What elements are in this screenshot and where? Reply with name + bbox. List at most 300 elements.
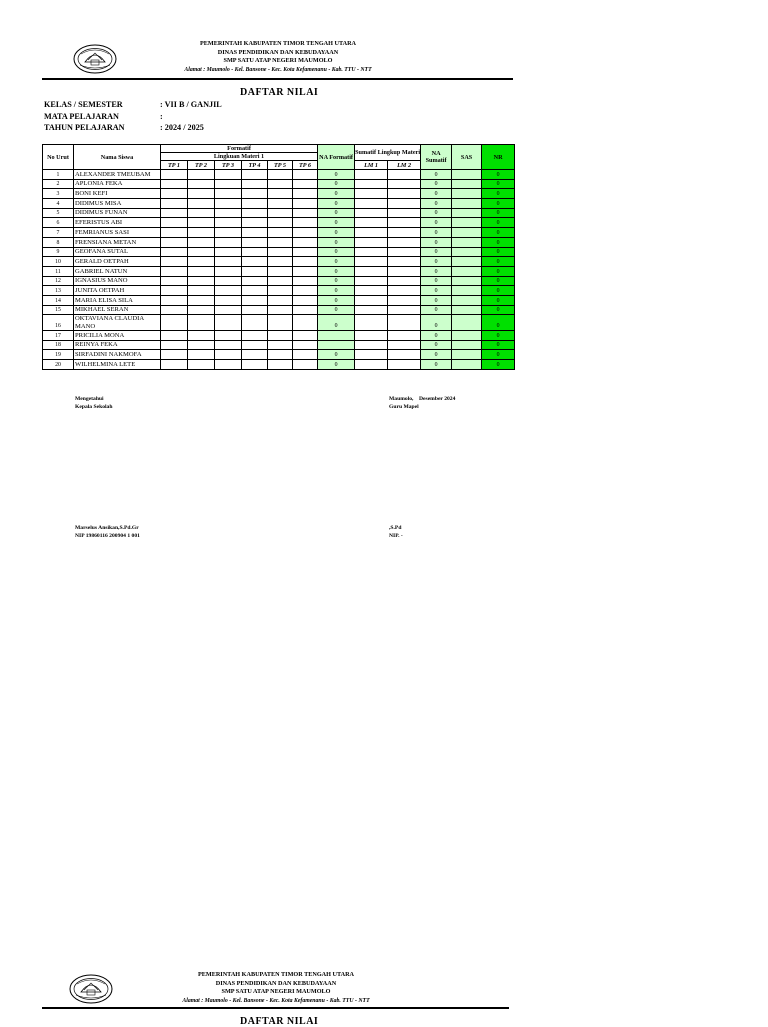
tp-4-cell bbox=[242, 305, 268, 315]
tp-6-cell bbox=[293, 286, 318, 296]
nr-cell: 0 bbox=[482, 179, 515, 189]
mapel-label: MATA PELAJARAN bbox=[44, 111, 119, 121]
tp-6-cell bbox=[293, 266, 318, 276]
tp-1-cell bbox=[161, 208, 188, 218]
tp-4-cell bbox=[242, 350, 268, 360]
sas-cell bbox=[452, 295, 482, 305]
header-sas: SAS bbox=[452, 145, 482, 170]
lm-2-cell bbox=[388, 179, 421, 189]
lm-1-cell bbox=[355, 350, 388, 360]
tp-3-cell bbox=[215, 359, 242, 369]
row-number: 15 bbox=[43, 305, 74, 315]
na-formatif-cell: 0 bbox=[318, 305, 355, 315]
table-row bbox=[43, 295, 515, 305]
na-formatif-cell: 0 bbox=[318, 228, 355, 238]
header-lm-1: LM 1 bbox=[355, 161, 388, 170]
tp-4-cell bbox=[242, 179, 268, 189]
header-government: PEMERINTAH KABUPATEN TIMOR TENGAH UTARA bbox=[199, 40, 357, 47]
header-nr: NR bbox=[482, 145, 515, 170]
tp-1-cell bbox=[161, 199, 188, 209]
lm-2-cell bbox=[388, 257, 421, 267]
row-number: 5 bbox=[43, 208, 74, 218]
tp-6-cell bbox=[293, 257, 318, 267]
tp-2-cell bbox=[188, 257, 215, 267]
student-name: EFERISTUS ABI bbox=[74, 218, 161, 228]
sas-cell bbox=[452, 228, 482, 238]
tp-1-cell bbox=[161, 257, 188, 267]
tp-6-cell bbox=[293, 340, 318, 350]
nr-cell: 0 bbox=[482, 305, 515, 315]
tp-3-cell bbox=[215, 286, 242, 296]
lm-2-cell bbox=[388, 315, 421, 331]
lm-2-cell bbox=[388, 295, 421, 305]
tp-3-cell bbox=[215, 350, 242, 360]
na-formatif-cell: 0 bbox=[318, 359, 355, 369]
sas-cell bbox=[452, 257, 482, 267]
lm-1-cell bbox=[355, 295, 388, 305]
lm-1-cell bbox=[355, 179, 388, 189]
na-sumatif-cell: 0 bbox=[421, 237, 452, 247]
table-row bbox=[43, 350, 515, 360]
tp-5-cell bbox=[268, 266, 293, 276]
table-row bbox=[43, 276, 515, 286]
signature-place: Maumolo, bbox=[389, 396, 414, 402]
next-header-school: SMP SATU ATAP NEGERI MAUMOLO bbox=[221, 988, 331, 995]
na-formatif-cell: 0 bbox=[318, 276, 355, 286]
tp-1-cell bbox=[161, 359, 188, 369]
tp-1-cell bbox=[161, 350, 188, 360]
tp-5-cell bbox=[268, 170, 293, 180]
row-number: 7 bbox=[43, 228, 74, 238]
na-sumatif-cell: 0 bbox=[421, 266, 452, 276]
table-row bbox=[43, 199, 515, 209]
row-number: 9 bbox=[43, 247, 74, 257]
table-row bbox=[43, 218, 515, 228]
nr-cell: 0 bbox=[482, 340, 515, 350]
row-number: 4 bbox=[43, 199, 74, 209]
student-name: OKTAVIANA CLAUDIA MANO bbox=[74, 315, 161, 331]
table-row bbox=[43, 189, 515, 199]
tp-3-cell bbox=[215, 208, 242, 218]
tp-2-cell bbox=[188, 266, 215, 276]
sas-cell bbox=[452, 170, 482, 180]
table-row bbox=[43, 359, 515, 369]
student-name: JUNITA OETPAH bbox=[74, 286, 161, 296]
tp-5-cell bbox=[268, 189, 293, 199]
tp-2-cell bbox=[188, 295, 215, 305]
na-formatif-cell: 0 bbox=[318, 208, 355, 218]
tp-3-cell bbox=[215, 170, 242, 180]
nr-cell: 0 bbox=[482, 286, 515, 296]
tp-4-cell bbox=[242, 276, 268, 286]
na-formatif-cell: 0 bbox=[318, 350, 355, 360]
next-header-divider bbox=[42, 1007, 509, 1009]
na-formatif-cell: 0 bbox=[318, 189, 355, 199]
mapel-value: : bbox=[160, 111, 163, 121]
tp-5-cell bbox=[268, 305, 293, 315]
sas-cell bbox=[452, 286, 482, 296]
na-sumatif-cell: 0 bbox=[421, 199, 452, 209]
sas-cell bbox=[452, 350, 482, 360]
tp-5-cell bbox=[268, 247, 293, 257]
student-name: GERALD OETPAH bbox=[74, 257, 161, 267]
signature-date: Desember 2024 bbox=[419, 396, 456, 402]
na-formatif-cell: 0 bbox=[318, 218, 355, 228]
tp-4-cell bbox=[242, 295, 268, 305]
tp-5-cell bbox=[268, 208, 293, 218]
lm-2-cell bbox=[388, 199, 421, 209]
header-tp-4: TP 4 bbox=[242, 161, 268, 170]
tp-2-cell bbox=[188, 286, 215, 296]
header-tp-3: TP 3 bbox=[215, 161, 242, 170]
student-name: DIDIMUS FUNAN bbox=[74, 208, 161, 218]
table-row bbox=[43, 179, 515, 189]
tp-3-cell bbox=[215, 295, 242, 305]
lm-1-cell bbox=[355, 247, 388, 257]
student-name: WILHELMINA LETE bbox=[74, 359, 161, 369]
lm-1-cell bbox=[355, 266, 388, 276]
tahun-label: TAHUN PELAJARAN bbox=[44, 123, 125, 132]
tp-6-cell bbox=[293, 359, 318, 369]
tp-3-cell bbox=[215, 199, 242, 209]
table-row bbox=[43, 237, 515, 247]
na-formatif-cell: 0 bbox=[318, 286, 355, 296]
table-row bbox=[43, 266, 515, 276]
tp-1-cell bbox=[161, 266, 188, 276]
tp-2-cell bbox=[188, 247, 215, 257]
lm-2-cell bbox=[388, 228, 421, 238]
tp-2-cell bbox=[188, 315, 215, 331]
na-sumatif-cell: 0 bbox=[421, 350, 452, 360]
header-address: Alamat : Maumolo - Kel. Bansone - Kec. Kota Kefamenanu - Kab. TTU - NTT bbox=[184, 66, 372, 73]
lm-2-cell bbox=[388, 340, 421, 350]
tp-3-cell bbox=[215, 257, 242, 267]
tp-1-cell bbox=[161, 305, 188, 315]
signature-right-role: Guru Mapel bbox=[389, 404, 419, 410]
tp-2-cell bbox=[188, 340, 215, 350]
lm-1-cell bbox=[355, 237, 388, 247]
student-name: REINYA FEKA bbox=[74, 340, 161, 350]
tp-6-cell bbox=[293, 295, 318, 305]
tp-2-cell bbox=[188, 189, 215, 199]
na-formatif-cell: 0 bbox=[318, 295, 355, 305]
student-name: GABRIEL NATUN bbox=[74, 266, 161, 276]
sas-cell bbox=[452, 237, 482, 247]
tp-4-cell bbox=[242, 257, 268, 267]
tp-2-cell bbox=[188, 276, 215, 286]
tp-1-cell bbox=[161, 247, 188, 257]
tp-3-cell bbox=[215, 228, 242, 238]
na-sumatif-cell: 0 bbox=[421, 189, 452, 199]
tp-3-cell bbox=[215, 330, 242, 340]
lm-1-cell bbox=[355, 340, 388, 350]
sas-cell bbox=[452, 315, 482, 331]
header-formatif: Formatif bbox=[161, 145, 318, 153]
row-number: 6 bbox=[43, 218, 74, 228]
tp-2-cell bbox=[188, 350, 215, 360]
header-tp-6: TP 6 bbox=[293, 161, 318, 170]
tp-4-cell bbox=[242, 286, 268, 296]
kelas-value: : VII B / GANJIL bbox=[160, 100, 222, 109]
signature-left-role: Kepala Sekolah bbox=[75, 404, 113, 410]
tp-4-cell bbox=[242, 228, 268, 238]
tp-1-cell bbox=[161, 286, 188, 296]
tp-4-cell bbox=[242, 189, 268, 199]
nr-cell: 0 bbox=[482, 359, 515, 369]
nr-cell: 0 bbox=[482, 266, 515, 276]
nr-cell: 0 bbox=[482, 247, 515, 257]
next-header-department: DINAS PENDIDIKAN DAN KEBUDAYAAN bbox=[215, 979, 337, 987]
tp-5-cell bbox=[268, 340, 293, 350]
page-title: DAFTAR NILAI bbox=[240, 87, 319, 98]
teacher-nip: NIP. - bbox=[389, 533, 403, 539]
row-number: 3 bbox=[43, 189, 74, 199]
tp-3-cell bbox=[215, 305, 242, 315]
student-name: APLONIA FEKA bbox=[74, 179, 161, 189]
tp-6-cell bbox=[293, 218, 318, 228]
tp-2-cell bbox=[188, 359, 215, 369]
student-name: MARIA ELISA SILA bbox=[74, 295, 161, 305]
lm-2-cell bbox=[388, 247, 421, 257]
table-row bbox=[43, 305, 515, 315]
tp-1-cell bbox=[161, 276, 188, 286]
school-emblem-icon bbox=[72, 43, 118, 75]
lm-1-cell bbox=[355, 257, 388, 267]
next-header-address: Alamat : Maumolo - Kel. Bansone - Kec. Kota Kefamenanu - Kab. TTU - NTT bbox=[182, 997, 370, 1004]
tp-1-cell bbox=[161, 228, 188, 238]
lm-2-cell bbox=[388, 218, 421, 228]
table-row bbox=[43, 340, 515, 350]
na-sumatif-cell: 0 bbox=[421, 170, 452, 180]
tp-4-cell bbox=[242, 218, 268, 228]
tp-6-cell bbox=[293, 276, 318, 286]
na-sumatif-cell: 0 bbox=[421, 330, 452, 340]
tp-4-cell bbox=[242, 247, 268, 257]
row-number: 1 bbox=[43, 170, 74, 180]
student-name: FEMRIANUS SASI bbox=[74, 228, 161, 238]
row-number: 14 bbox=[43, 295, 74, 305]
sas-cell bbox=[452, 179, 482, 189]
na-formatif-cell: 0 bbox=[318, 257, 355, 267]
tp-2-cell bbox=[188, 218, 215, 228]
na-sumatif-cell: 0 bbox=[421, 286, 452, 296]
tp-6-cell bbox=[293, 350, 318, 360]
header-nama-siswa: Nama Siswa bbox=[74, 145, 161, 170]
kelas-label: KELAS / SEMESTER bbox=[44, 100, 123, 109]
header-tp-1: TP 1 bbox=[161, 161, 188, 170]
row-number: 19 bbox=[43, 350, 74, 360]
teacher-name: ,S.Pd bbox=[389, 525, 402, 531]
student-name: PRICILIA MONA bbox=[74, 330, 161, 340]
row-number: 17 bbox=[43, 330, 74, 340]
nr-cell: 0 bbox=[482, 315, 515, 331]
tp-5-cell bbox=[268, 237, 293, 247]
tp-3-cell bbox=[215, 266, 242, 276]
student-name: GEOFANA SUTAL bbox=[74, 247, 161, 257]
tp-1-cell bbox=[161, 170, 188, 180]
student-name: FRENSIANA METAN bbox=[74, 237, 161, 247]
nr-cell: 0 bbox=[482, 208, 515, 218]
lm-2-cell bbox=[388, 330, 421, 340]
lm-1-cell bbox=[355, 305, 388, 315]
tp-1-cell bbox=[161, 315, 188, 331]
tp-5-cell bbox=[268, 315, 293, 331]
sas-cell bbox=[452, 189, 482, 199]
tp-3-cell bbox=[215, 315, 242, 331]
tp-3-cell bbox=[215, 276, 242, 286]
tp-1-cell bbox=[161, 330, 188, 340]
header-lingkup-materi: Lingkuan Materi 1 bbox=[161, 153, 318, 161]
sas-cell bbox=[452, 276, 482, 286]
tp-6-cell bbox=[293, 199, 318, 209]
signature-left-label: Mengetahui bbox=[75, 396, 104, 402]
tp-3-cell bbox=[215, 189, 242, 199]
nr-cell: 0 bbox=[482, 237, 515, 247]
nr-cell: 0 bbox=[482, 170, 515, 180]
tp-4-cell bbox=[242, 330, 268, 340]
row-number: 2 bbox=[43, 179, 74, 189]
tp-2-cell bbox=[188, 179, 215, 189]
tp-1-cell bbox=[161, 179, 188, 189]
tahun-value: : 2024 / 2025 bbox=[160, 123, 204, 132]
tp-5-cell bbox=[268, 179, 293, 189]
lm-1-cell bbox=[355, 315, 388, 331]
tp-6-cell bbox=[293, 315, 318, 331]
row-number: 12 bbox=[43, 276, 74, 286]
nr-cell: 0 bbox=[482, 228, 515, 238]
lm-1-cell bbox=[355, 359, 388, 369]
row-number: 11 bbox=[43, 266, 74, 276]
tp-2-cell bbox=[188, 237, 215, 247]
tp-5-cell bbox=[268, 257, 293, 267]
tp-5-cell bbox=[268, 199, 293, 209]
tp-4-cell bbox=[242, 237, 268, 247]
tp-2-cell bbox=[188, 208, 215, 218]
sas-cell bbox=[452, 266, 482, 276]
tp-4-cell bbox=[242, 199, 268, 209]
na-sumatif-cell: 0 bbox=[421, 247, 452, 257]
tp-6-cell bbox=[293, 237, 318, 247]
lm-2-cell bbox=[388, 170, 421, 180]
nr-cell: 0 bbox=[482, 330, 515, 340]
na-formatif-cell bbox=[318, 330, 355, 340]
lm-2-cell bbox=[388, 359, 421, 369]
sas-cell bbox=[452, 340, 482, 350]
lm-2-cell bbox=[388, 266, 421, 276]
nr-cell: 0 bbox=[482, 350, 515, 360]
school-emblem-icon bbox=[68, 973, 114, 1005]
tp-1-cell bbox=[161, 237, 188, 247]
tp-6-cell bbox=[293, 305, 318, 315]
na-sumatif-cell: 0 bbox=[421, 218, 452, 228]
tp-4-cell bbox=[242, 266, 268, 276]
na-sumatif-cell: 0 bbox=[421, 228, 452, 238]
tp-2-cell bbox=[188, 170, 215, 180]
tp-4-cell bbox=[242, 315, 268, 331]
sas-cell bbox=[452, 305, 482, 315]
tp-6-cell bbox=[293, 228, 318, 238]
grade-table bbox=[42, 144, 515, 370]
lm-1-cell bbox=[355, 286, 388, 296]
lm-2-cell bbox=[388, 305, 421, 315]
lm-1-cell bbox=[355, 228, 388, 238]
row-number: 16 bbox=[43, 315, 74, 331]
sas-cell bbox=[452, 199, 482, 209]
lm-1-cell bbox=[355, 189, 388, 199]
tp-2-cell bbox=[188, 330, 215, 340]
tp-3-cell bbox=[215, 340, 242, 350]
lm-1-cell bbox=[355, 199, 388, 209]
header-na-sumatif: NA Sumatif bbox=[421, 145, 452, 170]
tp-4-cell bbox=[242, 208, 268, 218]
table-row bbox=[43, 257, 515, 267]
tp-3-cell bbox=[215, 247, 242, 257]
nr-cell: 0 bbox=[482, 218, 515, 228]
lm-2-cell bbox=[388, 237, 421, 247]
tp-5-cell bbox=[268, 286, 293, 296]
student-name: IGNASIUS MANO bbox=[74, 276, 161, 286]
sas-cell bbox=[452, 247, 482, 257]
sas-cell bbox=[452, 330, 482, 340]
tp-3-cell bbox=[215, 179, 242, 189]
tp-3-cell bbox=[215, 237, 242, 247]
na-formatif-cell: 0 bbox=[318, 199, 355, 209]
tp-2-cell bbox=[188, 228, 215, 238]
table-row bbox=[43, 208, 515, 218]
tp-5-cell bbox=[268, 276, 293, 286]
na-sumatif-cell: 0 bbox=[421, 305, 452, 315]
headmaster-nip: NIP 19860116 200904 1 001 bbox=[75, 533, 140, 539]
row-number: 10 bbox=[43, 257, 74, 267]
na-sumatif-cell: 0 bbox=[421, 359, 452, 369]
tp-5-cell bbox=[268, 295, 293, 305]
na-formatif-cell: 0 bbox=[318, 237, 355, 247]
lm-2-cell bbox=[388, 286, 421, 296]
tp-5-cell bbox=[268, 228, 293, 238]
na-sumatif-cell: 0 bbox=[421, 179, 452, 189]
table-row bbox=[43, 228, 515, 238]
lm-1-cell bbox=[355, 330, 388, 340]
row-number: 8 bbox=[43, 237, 74, 247]
header-tp-2: TP 2 bbox=[188, 161, 215, 170]
sas-cell bbox=[452, 218, 482, 228]
na-formatif-cell: 0 bbox=[318, 315, 355, 331]
row-number: 18 bbox=[43, 340, 74, 350]
na-sumatif-cell: 0 bbox=[421, 340, 452, 350]
lm-2-cell bbox=[388, 350, 421, 360]
tp-4-cell bbox=[242, 340, 268, 350]
lm-1-cell bbox=[355, 208, 388, 218]
na-formatif-cell: 0 bbox=[318, 266, 355, 276]
nr-cell: 0 bbox=[482, 295, 515, 305]
na-sumatif-cell: 0 bbox=[421, 315, 452, 331]
tp-4-cell bbox=[242, 359, 268, 369]
table-row bbox=[43, 286, 515, 296]
header-no-urut: No Urut bbox=[43, 145, 74, 170]
next-page-title: DAFTAR NILAI bbox=[240, 1016, 319, 1027]
row-number: 13 bbox=[43, 286, 74, 296]
nr-cell: 0 bbox=[482, 276, 515, 286]
student-name: BONI KEFI bbox=[74, 189, 161, 199]
header-divider bbox=[42, 78, 513, 80]
next-header-government: PEMERINTAH KABUPATEN TIMOR TENGAH UTARA bbox=[197, 971, 355, 978]
lm-1-cell bbox=[355, 218, 388, 228]
lm-2-cell bbox=[388, 208, 421, 218]
tp-5-cell bbox=[268, 359, 293, 369]
nr-cell: 0 bbox=[482, 257, 515, 267]
na-sumatif-cell: 0 bbox=[421, 208, 452, 218]
sas-cell bbox=[452, 359, 482, 369]
